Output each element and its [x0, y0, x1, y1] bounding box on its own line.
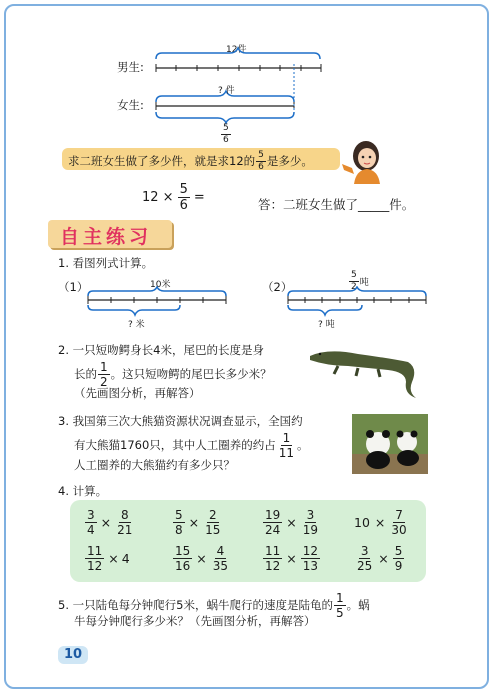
calc-item: $\frac{3}{4}$ × $\frac{8}{21}$ [87, 508, 133, 537]
calc-item: $\frac{3}{25}$ × $\frac{5}{9}$ [357, 544, 403, 573]
q1-sub1-top: 10米 [150, 280, 171, 290]
calc-item: $\frac{11}{12}$ × $\frac{12}{13}$ [265, 544, 319, 573]
q3-line1: 3. 我国第三次大熊猫资源状况调查显示，全国约 [58, 414, 303, 428]
teacher-illustration [342, 134, 396, 184]
q3-line2: 有大熊猫1760只，其中人工圈养的约占 $\frac{1}{11}$ 。 [74, 431, 309, 460]
panda-image [352, 414, 428, 474]
girls-unknown-label: ? 件 [218, 86, 235, 96]
q1-sub2-label: （2） [262, 280, 293, 294]
q1-text: 1. 看图列式计算。 [58, 256, 154, 270]
section-title: 自主练习 [60, 226, 153, 248]
q1-sub1-diagram [82, 286, 232, 322]
calc-item: $\frac{19}{24}$ × $\frac{3}{19}$ [265, 508, 319, 537]
calc-item: 10 × $\frac{7}{30}$ [354, 508, 407, 537]
q1-sub1-label: （1） [58, 280, 89, 294]
q2-line1: 2. 一只短吻鳄身长4米，尾巴的长度是身 [58, 343, 264, 357]
alligator-image [308, 342, 430, 400]
calc-item: $\frac{15}{16}$ × $\frac{4}{35}$ [175, 544, 229, 573]
girls-label: 女生: [117, 98, 144, 112]
total-label: 12件 [226, 45, 247, 55]
section-header [48, 220, 172, 248]
segment-svg [150, 40, 330, 150]
page-number: 10 [58, 646, 88, 664]
equation: 12 × $\frac{5}{6}$ = [142, 182, 205, 213]
q4-text: 4. 计算。 [58, 484, 108, 498]
q2-line3: （先画图分析，再解答） [74, 386, 201, 400]
boys-label: 男生: [117, 60, 144, 74]
calc-item: $\frac{11}{12}$ × 4 [87, 544, 130, 573]
hint-text: 求二班女生做了多少件，就是求12的 $\frac{5}{6}$ 是多少。 [68, 150, 313, 172]
q1-sub2-bottom: ? 吨 [318, 320, 335, 330]
diagram-fraction: $\frac{5}{6}$ [223, 123, 229, 145]
q1-sub1-bottom: ? 米 [128, 320, 145, 330]
answer-line: 答：二班女生做了_____件。 [258, 197, 415, 212]
q2-line2: 长的 $\frac{1}{2}$ 。这只短吻鳄的尾巴长多少米？ [74, 360, 272, 389]
q1-sub2-diagram [284, 286, 434, 322]
calc-item: $\frac{5}{8}$ × $\frac{2}{15}$ [175, 508, 221, 537]
q5-line1: 5. 一只陆龟每分钟爬行5米，蜗牛爬行的速度是陆龟的 $\frac{1}{5}$ 。蜗 [58, 591, 370, 620]
q5-line2: 牛每分钟爬行多少米？（先画图分析，再解答） [74, 614, 316, 628]
q3-line3: 人工圈养的大熊猫约有多少只？ [74, 458, 235, 472]
q1-sub2-top: $\frac{5}{2}$ 吨 [351, 270, 369, 292]
